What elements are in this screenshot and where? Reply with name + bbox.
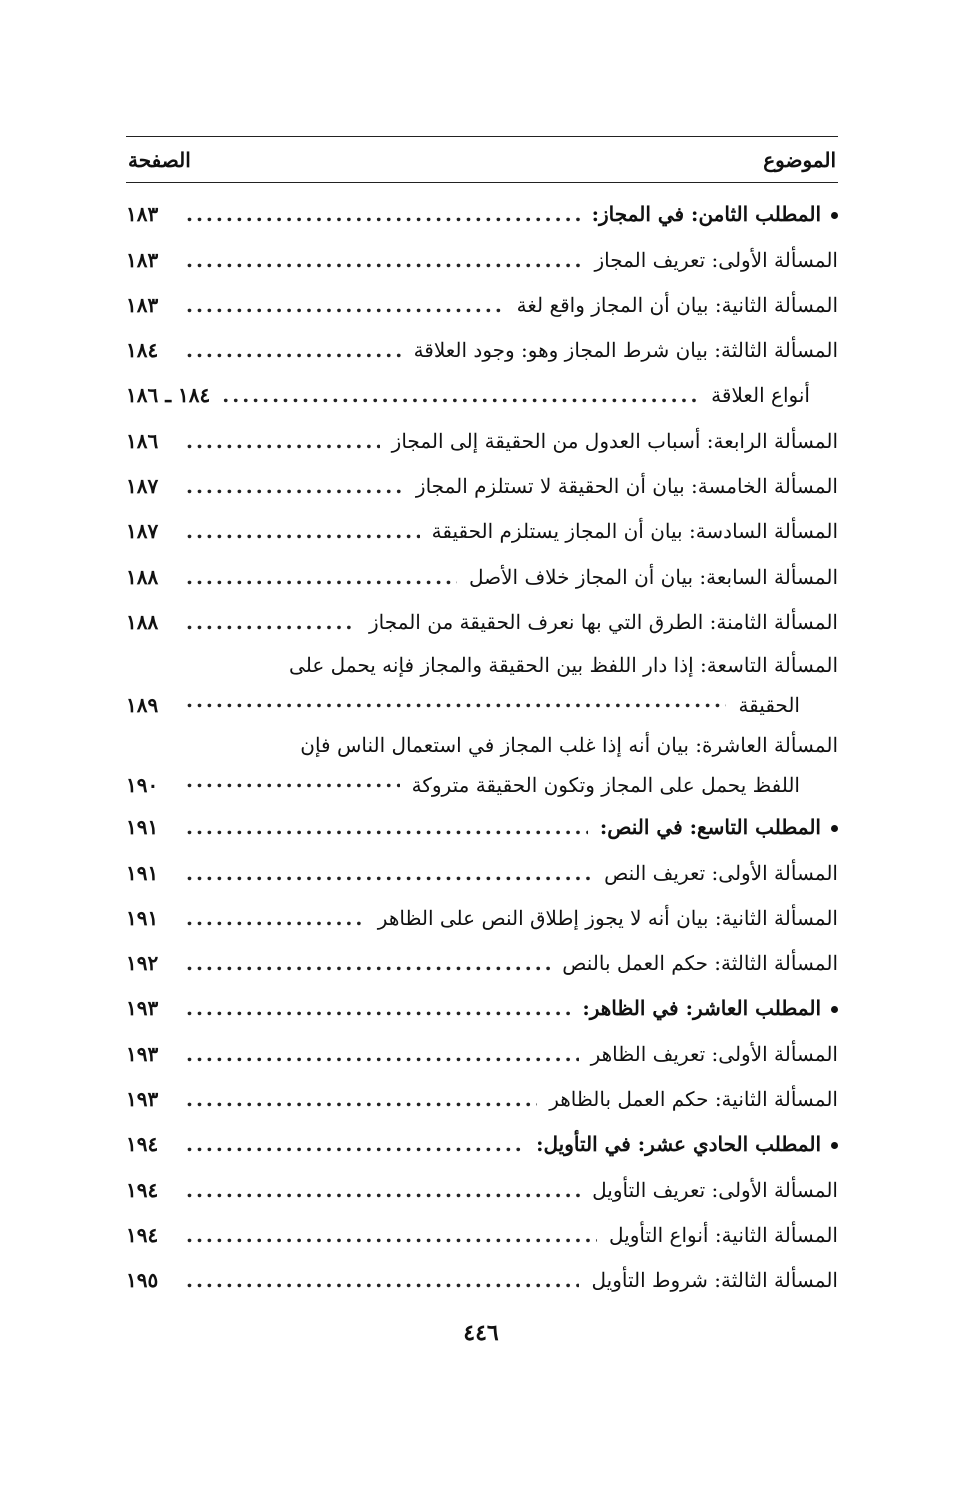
bullet-icon — [831, 1142, 838, 1149]
toc-entry — [126, 509, 838, 554]
toc-entry-text: المطلب التاسع: في النص: — [599, 815, 821, 840]
toc-page-number: ١٨٧ — [126, 519, 159, 544]
toc-header — [126, 136, 838, 183]
toc-section — [126, 986, 838, 1031]
toc-entry — [126, 237, 838, 282]
toc-entry-text: المسألة الرابعة: أسباب العدول من الحقيقة إلى المجاز — [391, 428, 838, 453]
toc-entry-line2 — [126, 685, 838, 725]
toc-page-number: ١٨٨ — [126, 564, 159, 589]
leader-dots — [186, 1077, 537, 1122]
page-number-footer: ٤٤٦ — [463, 1320, 499, 1346]
leader-dots — [186, 1258, 579, 1303]
toc-page-number: ١٨٤ ـ ١٨٦ — [126, 383, 211, 408]
leader-dots — [222, 373, 699, 418]
toc-entry-text: المسألة الثانية: حكم العمل بالظاهر — [549, 1087, 838, 1112]
leader-dots — [186, 1168, 580, 1213]
toc-page-number: ١٨٣ — [126, 202, 159, 227]
toc-page-number: ١٨٩ — [126, 692, 159, 717]
leader-dots — [186, 851, 592, 896]
toc-entry-text: المسألة الخامسة: بيان أن الحقيقة لا تستلزم المجاز — [415, 474, 838, 499]
toc-page-number: ١٨٣ — [126, 247, 159, 272]
toc-entry-text: المسألة الأولى: تعريف الظاهر — [590, 1041, 838, 1066]
leader-dots — [186, 896, 366, 941]
toc-page-number: ١٩٠ — [126, 772, 159, 797]
toc-section — [126, 1122, 838, 1167]
leader-dots — [186, 192, 580, 237]
leader-dots — [186, 805, 588, 850]
toc-entry-line1 — [126, 725, 838, 765]
leader-dots — [186, 680, 726, 725]
toc-page-number: ١٩٣ — [126, 1087, 159, 1112]
toc-entry — [126, 896, 838, 941]
toc-entry — [126, 1213, 838, 1258]
toc-page-number: ١٩٥ — [126, 1268, 159, 1293]
leader-dots — [186, 986, 570, 1031]
toc-entry — [126, 850, 838, 895]
toc-page-number: ١٩١ — [126, 815, 159, 840]
toc-section — [126, 805, 838, 850]
toc-entry-text: المطلب الحادي عشر: في التأويل: — [536, 1132, 821, 1157]
leader-dots — [186, 1213, 597, 1258]
leader-dots — [186, 941, 550, 986]
bullet-icon — [831, 212, 838, 219]
leader-dots — [186, 238, 582, 283]
toc-entry — [126, 1258, 838, 1303]
leader-dots — [186, 555, 457, 600]
toc-entry — [126, 1077, 838, 1122]
toc-entry-line2 — [126, 765, 838, 805]
toc-page-number: ١٩٣ — [126, 996, 159, 1021]
leader-dots — [186, 509, 420, 554]
leader-dots — [186, 283, 505, 328]
toc-entry-text: المسألة الأولى: تعريف المجاز — [594, 247, 838, 272]
page-column-label: الصفحة — [128, 147, 191, 172]
toc-entry — [126, 600, 838, 645]
toc-entry — [126, 283, 838, 328]
toc-entry-text: المسألة الثامنة: الطرق التي بها نعرف الحقيقة من المجاز — [368, 609, 838, 634]
leader-dots — [186, 419, 380, 464]
bullet-icon — [831, 825, 838, 832]
toc-page-number: ١٨٦ — [126, 428, 159, 453]
toc-entry-text: اللفظ يحمل على المجاز وتكون الحقيقة متروكة — [411, 772, 800, 797]
toc-entry — [126, 373, 838, 418]
toc-page-number: ١٨٣ — [126, 292, 159, 317]
toc-entry-text: المسألة الأولى: تعريف النص — [604, 860, 838, 885]
leader-dots — [186, 1032, 579, 1077]
toc-entry-text: المسألة الثالثة: بيان شرط المجاز وهو: وجود العلاقة — [413, 338, 838, 363]
toc-entry — [126, 328, 838, 373]
leader-dots — [186, 464, 404, 509]
toc-entry — [126, 1031, 838, 1076]
toc-entry — [126, 464, 838, 509]
toc-entry — [126, 554, 838, 599]
toc-entry-text: المطلب الثامن: في المجاز: — [591, 202, 821, 227]
toc-entry-text: أنواع العلاقة — [711, 383, 810, 408]
toc-page-number: ١٨٤ — [126, 338, 159, 363]
toc-page-number: ١٩١ — [126, 905, 159, 930]
topic-column-label: الموضوع — [763, 147, 836, 172]
toc-page-number: ١٨٨ — [126, 609, 159, 634]
toc-entry-text: المسألة العاشرة: بيان أنه إذا غلب المجاز في استعمال الناس فإن — [300, 732, 838, 757]
toc-page-number: ١٩٤ — [126, 1177, 159, 1202]
leader-dots — [186, 760, 400, 805]
toc-entry — [126, 418, 838, 463]
toc-page-number: ١٩٤ — [126, 1132, 159, 1157]
toc-page-number: ١٩١ — [126, 860, 159, 885]
bullet-icon — [831, 1006, 838, 1013]
toc-entry-text: الحقيقة — [738, 692, 800, 717]
toc-entry-text: المسألة الثانية: بيان أنه لا يجوز إطلاق النص على الظاهر — [377, 905, 838, 930]
toc-page-number: ١٩٣ — [126, 1041, 159, 1066]
toc-entry-text: المسألة السادسة: بيان أن المجاز يستلزم الحقيقة — [431, 519, 838, 544]
toc-entry-text: المسألة الثالثة: حكم العمل بالنص — [562, 951, 838, 976]
toc-entry-text: المسألة الثانية: بيان أن المجاز واقع لغة — [516, 292, 838, 317]
leader-dots — [186, 1122, 524, 1167]
toc-page-number: ١٨٧ — [126, 474, 159, 499]
toc-section — [126, 192, 838, 237]
toc-entry — [126, 941, 838, 986]
toc-entry-text: المسألة التاسعة: إذا دار اللفظ بين الحقيقة والمجاز فإنه يحمل على — [289, 652, 838, 677]
toc-entry-text: المسألة السابعة: بيان أن المجاز خلاف الأصل — [469, 564, 838, 589]
toc-entry-text: المسألة الأولى: تعريف التأويل — [592, 1177, 838, 1202]
table-of-contents — [126, 192, 838, 1303]
toc-entry-text: المسألة الثالثة: شروط التأويل — [591, 1268, 838, 1293]
toc-entry — [126, 1167, 838, 1212]
toc-page-number: ١٩٢ — [126, 951, 159, 976]
toc-entry-line1 — [126, 645, 838, 685]
toc-entry-text: المسألة الثانية: أنواع التأويل — [609, 1222, 838, 1247]
leader-dots — [186, 328, 402, 373]
leader-dots — [186, 600, 357, 645]
toc-page-number: ١٩٤ — [126, 1222, 159, 1247]
toc-entry-text: المطلب العاشر: في الظاهر: — [582, 996, 821, 1021]
